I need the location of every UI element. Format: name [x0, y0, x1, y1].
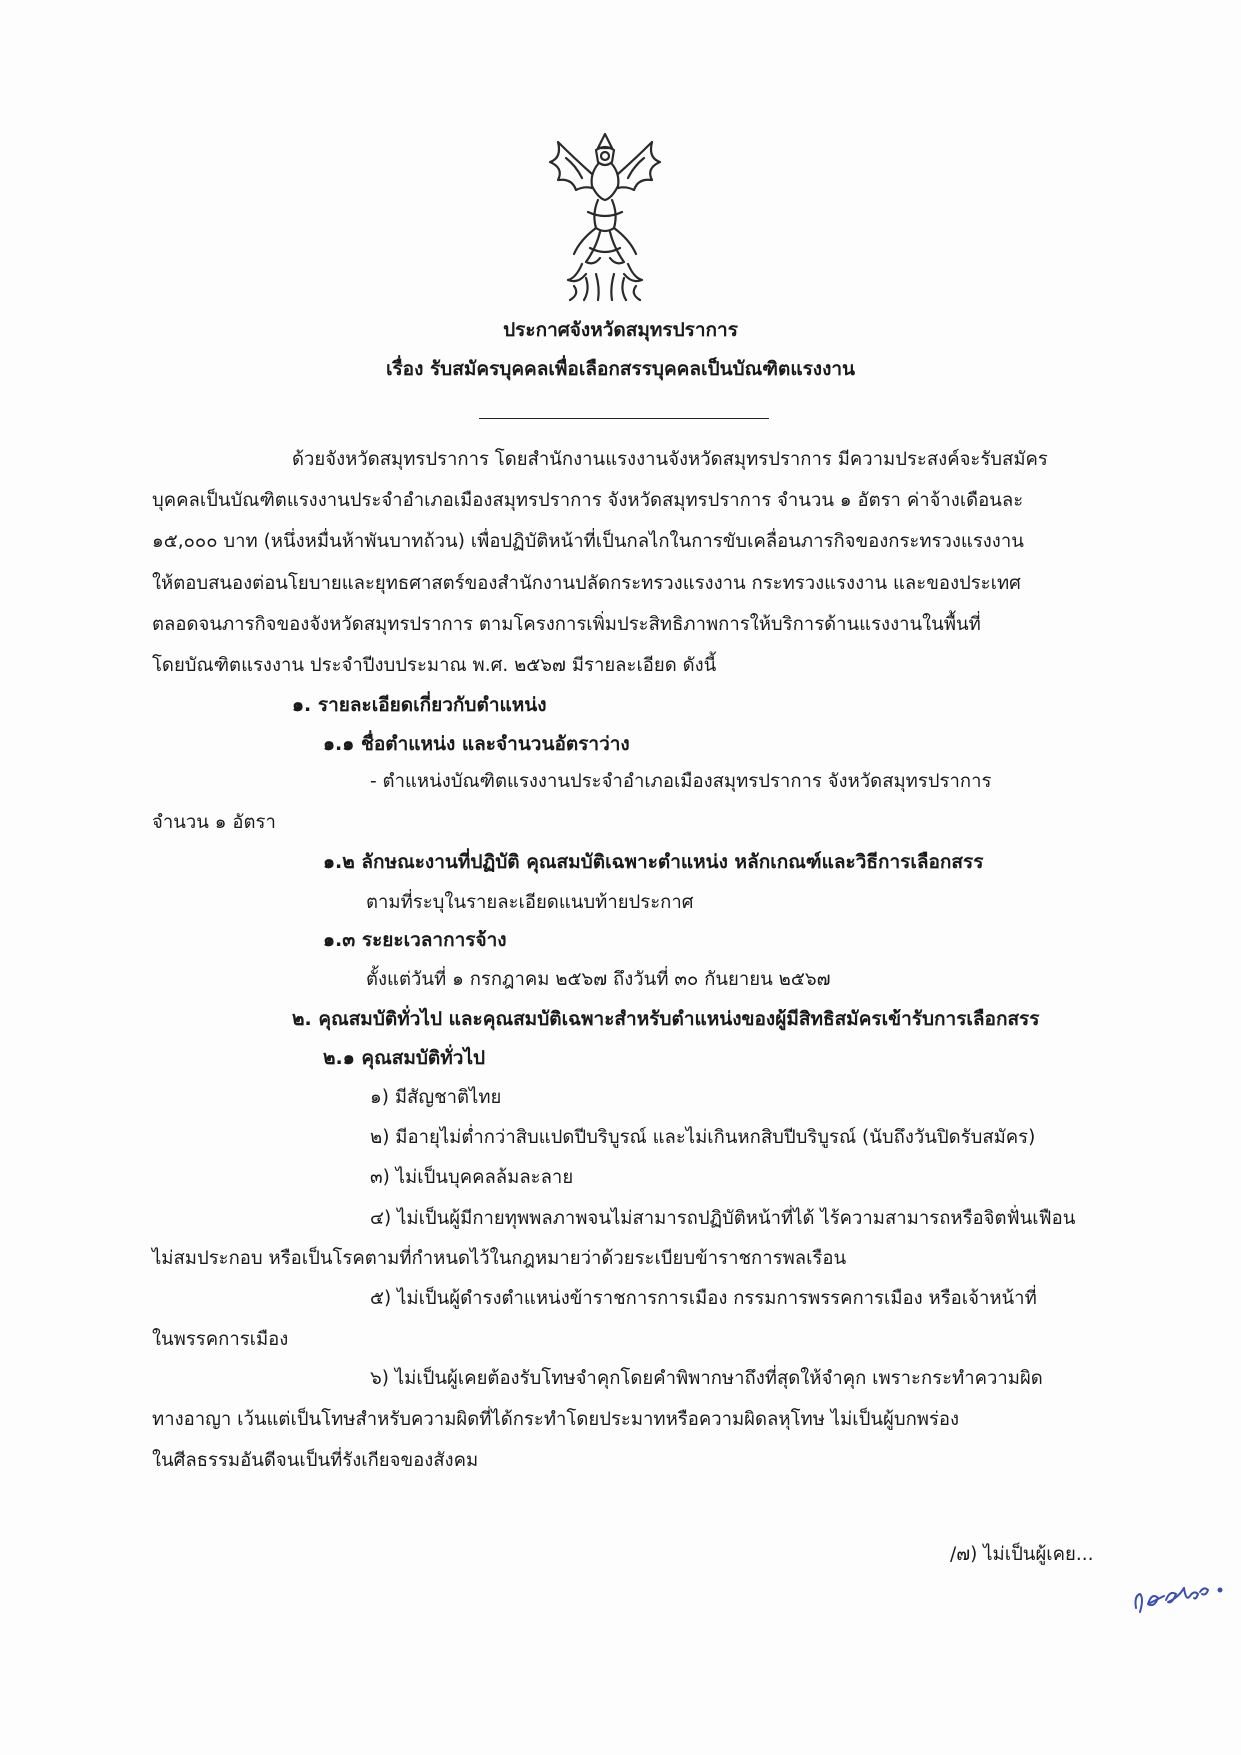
intro-line: ๑๕,๐๐๐ บาท (หนึ่งหมื่นห้าพันบาทถ้วน) เพื่อปฏิบัติหน้าที่เป็นกลไกในการขับเคลื่อนภารกิจของกระทรวงแรงงาน	[152, 531, 1024, 552]
section-1-heading: ๑. รายละเอียดเกี่ยวกับตำแหน่ง	[292, 694, 547, 716]
qualification-item: ๔) ไม่เป็นผู้มีกายทุพพลภาพจนไม่สามารถปฏิบัติหน้าที่ได้ ไร้ความสามารถหรือจิตฟั่นเฟือน	[370, 1208, 1076, 1229]
qualification-item: ๖) ไม่เป็นผู้เคยต้องรับโทษจำคุกโดยคำพิพากษาถึงที่สุดให้จำคุก เพราะกระทำความผิด	[370, 1368, 1043, 1389]
intro-line: ให้ตอบสนองต่อนโยบายและยุทธศาสตร์ของสำนักงานปลัดกระทรวงแรงงาน กระทรวงแรงงาน และของประเทศ	[152, 573, 1021, 594]
qualification-item: ไม่สมประกอบ หรือเป็นโรคตามที่กำหนดไว้ในกฎหมายว่าด้วยระเบียบข้าราชการพลเรือน	[152, 1248, 847, 1269]
section-1-3-text: ตั้งแต่วันที่ ๑ กรกฎาคม ๒๕๖๗ ถึงวันที่ ๓๐ กันยายน ๒๕๖๗	[366, 969, 831, 990]
intro-line: ตลอดจนภารกิจของจังหวัดสมุทรปราการ ตามโครงการเพิ่มประสิทธิภาพการให้บริการด้านแรงงานในพื้นที่	[152, 614, 981, 635]
qualification-item: ๕) ไม่เป็นผู้ดำรงตำแหน่งข้าราชการการเมือง กรรมการพรรคการเมือง หรือเจ้าหน้าที่	[370, 1288, 1037, 1309]
qualification-item: ทางอาญา เว้นแต่เป็นโทษสำหรับความผิดที่ได้กระทำโดยประมาทหรือความผิดลหุโทษ ไม่เป็นผู้บกพร่อง	[152, 1409, 960, 1430]
announcement-title: ประกาศจังหวัดสมุทรปราการ	[503, 319, 738, 341]
initials-signature	[1128, 1568, 1228, 1620]
qualification-item: ๒) มีอายุไม่ต่ำกว่าสิบแปดปีบริบูรณ์ และไม่เกินหกสิบปีบริบูรณ์ (นับถึงวันปิดรับสมัคร)	[370, 1127, 1036, 1148]
qualification-item: ๓) ไม่เป็นบุคคลล้มละลาย	[370, 1167, 574, 1188]
intro-line: บุคคลเป็นบัณฑิตแรงงานประจำอำเภอเมืองสมุทรปราการ จังหวัดสมุทรปราการ จำนวน ๑ อัตรา ค่าจ้างเดือนละ	[152, 490, 1024, 511]
continued-text: /๗) ไม่เป็นผู้เคย...	[950, 1544, 1094, 1565]
qualification-item: ในศีลธรรมอันดีจนเป็นที่รังเกียจของสังคม	[152, 1450, 479, 1471]
qualification-item: ๑) มีสัญชาติไทย	[370, 1087, 502, 1108]
section-1-1-heading: ๑.๑ ชื่อตำแหน่ง และจำนวนอัตราว่าง	[323, 733, 630, 755]
section-2-1-heading: ๒.๑ คุณสมบัติทั่วไป	[323, 1047, 486, 1069]
announcement-subject: เรื่อง รับสมัครบุคคลเพื่อเลือกสรรบุคคลเป็นบัณฑิตแรงงาน	[385, 358, 856, 380]
section-2-heading: ๒. คุณสมบัติทั่วไป และคุณสมบัติเฉพาะสำหรับตำแหน่งของผู้มีสิทธิสมัครเข้ารับการเลือกสรร	[292, 1008, 1040, 1030]
qualification-item: ในพรรคการเมือง	[152, 1329, 289, 1350]
section-1-1-text: - ตำแหน่งบัณฑิตแรงงานประจำอำเภอเมืองสมุทรปราการ จังหวัดสมุทรปราการ	[370, 771, 992, 792]
section-1-3-heading: ๑.๓ ระยะเวลาการจ้าง	[323, 929, 507, 951]
title-divider	[479, 418, 769, 419]
section-1-1-text: จำนวน ๑ อัตรา	[152, 812, 276, 833]
section-1-2-text: ตามที่ระบุในรายละเอียดแนบท้ายประกาศ	[366, 892, 694, 913]
garuda-emblem-icon	[540, 128, 670, 306]
intro-line: ด้วยจังหวัดสมุทรปราการ โดยสำนักงานแรงงานจังหวัดสมุทรปราการ มีความประสงค์จะรับสมัคร	[292, 449, 1048, 470]
intro-line: โดยบัณฑิตแรงงาน ประจำปีงบประมาณ พ.ศ. ๒๕๖๗ มีรายละเอียด ดังนี้	[152, 655, 717, 676]
section-1-2-heading: ๑.๒ ลักษณะงานที่ปฏิบัติ คุณสมบัติเฉพาะตำแหน่ง หลักเกณฑ์และวิธีการเลือกสรร	[323, 851, 984, 873]
